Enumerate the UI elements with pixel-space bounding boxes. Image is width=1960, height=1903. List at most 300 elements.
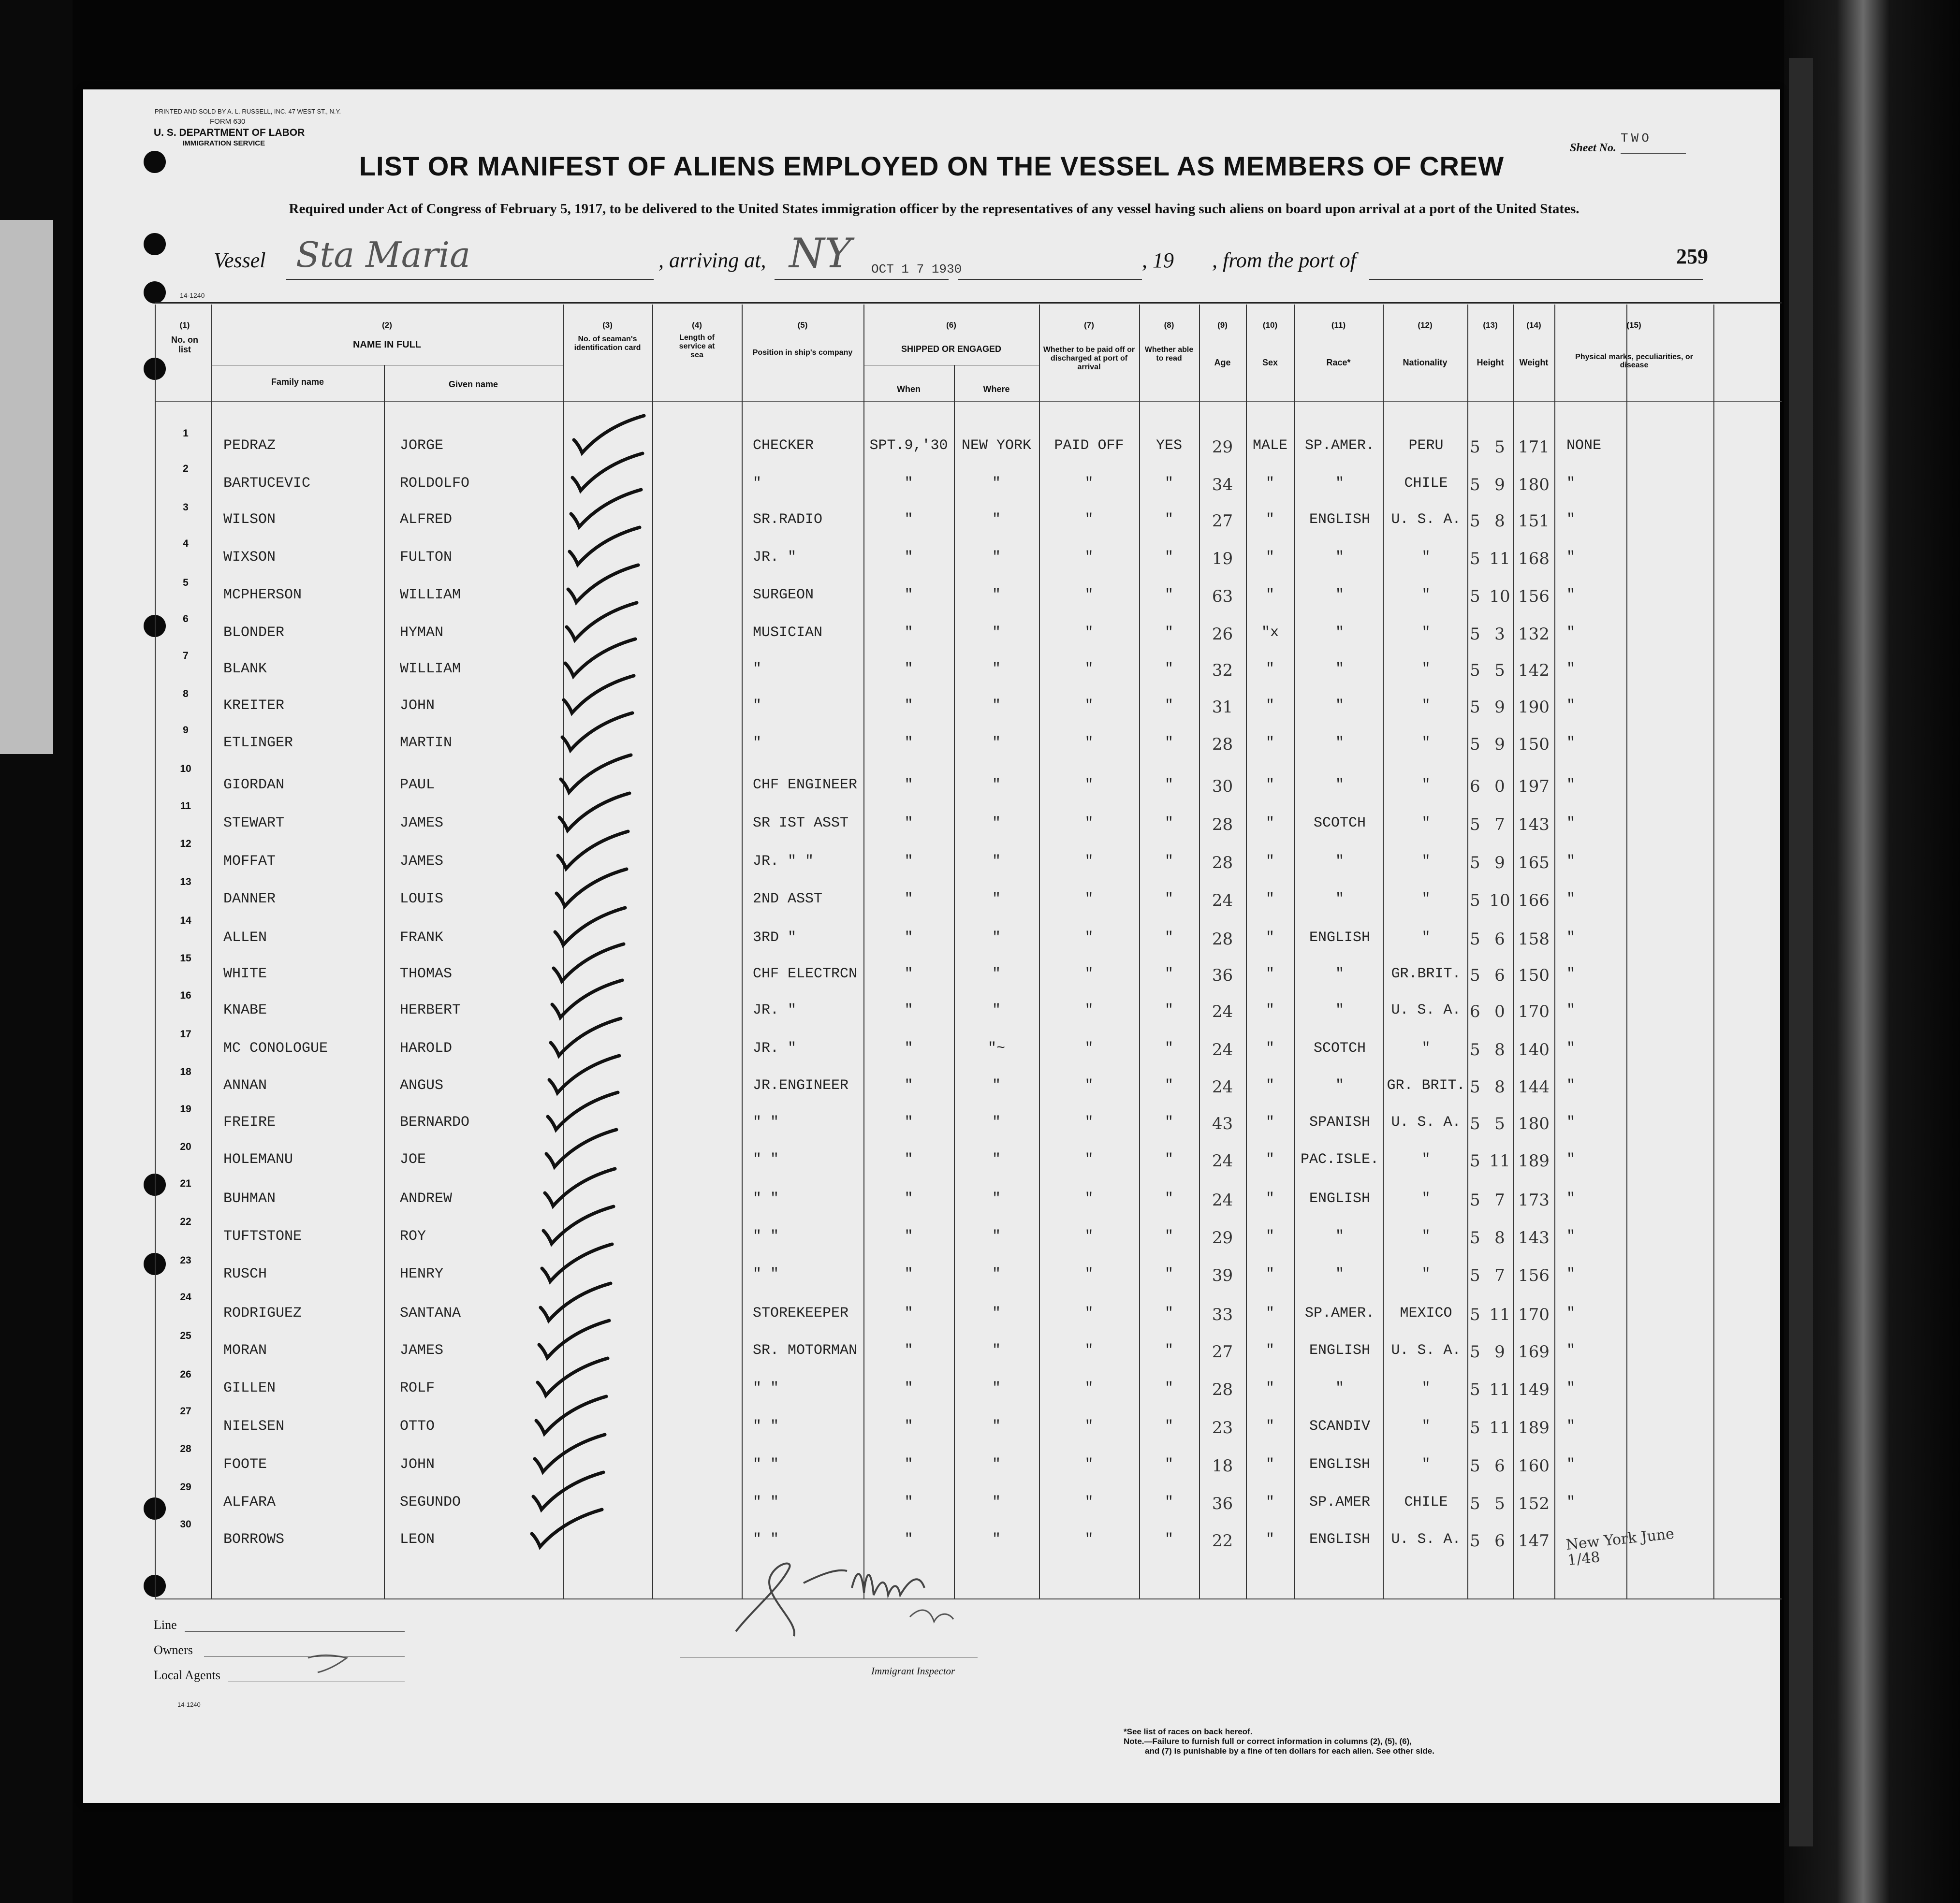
cell-age: 36 [1212,966,1233,985]
cell-nationality: U. S. A. [1391,1342,1461,1359]
cell-when: " [904,1002,913,1018]
cell-nationality: " [1421,815,1431,831]
cell-ft: 5 [1470,549,1480,568]
cell-family: WILSON [223,511,276,528]
cell-weight: 166 [1518,891,1550,910]
cell-read: " [1164,1040,1173,1057]
row-number: 11 [180,800,191,812]
cell-marks: " [1566,1305,1576,1322]
row-number: 18 [180,1066,191,1077]
cell-nationality: " [1421,587,1431,603]
cell-marks: New York June 1/48 [1565,1525,1675,1569]
cell-family: MCPHERSON [223,587,302,603]
cell-paid: " [1084,1077,1094,1094]
cell-position: STOREKEEPER [753,1305,849,1322]
cell-weight: 158 [1518,930,1550,949]
line-label: Line [154,1618,177,1632]
cell-when: " [904,966,913,982]
cell-nationality: " [1421,1191,1431,1207]
cell-sex: " [1265,1114,1274,1131]
cell-ft: 5 [1470,437,1480,457]
row-number: 27 [180,1406,191,1417]
cell-race: " [1335,777,1344,793]
cell-nationality: " [1421,549,1431,566]
cell-inch: 11 [1489,1380,1510,1399]
column-rule [1467,305,1468,1598]
cell-inch: 6 [1494,966,1505,985]
cell-where: " [992,1380,1001,1396]
local-agents-label: Local Agents [154,1668,220,1682]
cell-race: " [1335,1380,1344,1396]
cell-family: BARTUCEVIC [223,475,311,492]
cell-where: " [992,853,1001,870]
cell-given: WILLIAM [400,587,461,603]
cell-age: 28 [1212,815,1233,834]
cell-paid: " [1084,1380,1094,1396]
cell-weight: 147 [1518,1531,1550,1551]
cell-marks: " [1566,625,1576,641]
column-rule [863,305,864,1598]
cell-given: JORGE [400,437,444,454]
cell-weight: 170 [1518,1305,1550,1324]
where-header: Where [983,384,1010,394]
cell-family: ANNAN [223,1077,267,1094]
owners-underline [204,1656,405,1657]
cell-race: SP.AMER. [1304,1305,1375,1322]
cell-inch: 9 [1494,1342,1505,1362]
cell-nationality: MEXICO [1400,1305,1452,1322]
cell-given: FRANK [400,930,444,946]
row-number: 23 [180,1255,191,1266]
cell-where: " [992,735,1001,751]
column-rule [1554,305,1555,1598]
cell-given: SEGUNDO [400,1494,461,1511]
row-number: 21 [180,1178,191,1189]
cell-when: " [904,1531,913,1548]
cell-weight: 143 [1518,815,1550,834]
cell-given: ANDREW [400,1191,453,1207]
cell-paid: " [1084,1418,1094,1435]
cell-family: RODRIGUEZ [223,1305,302,1322]
cell-marks: " [1566,549,1576,566]
col-5-number: (5) [797,320,808,330]
inspector-label: Immigrant Inspector [871,1665,955,1677]
cell-age: 24 [1212,891,1233,910]
cell-nationality: U. S. A. [1391,1114,1461,1131]
cell-marks: " [1566,1114,1576,1131]
cell-sex: " [1265,1191,1274,1207]
cell-read: " [1164,1342,1173,1359]
col-10-label: Sex [1262,358,1278,367]
cell-family: MOFFAT [223,853,276,870]
cell-inch: 7 [1494,1266,1505,1285]
cell-marks: " [1566,1456,1576,1473]
cell-inch: 5 [1494,437,1505,457]
col-11-number: (11) [1331,320,1346,330]
cell-paid: " [1084,853,1094,870]
cell-when: " [904,511,913,528]
footnote [1124,1727,1434,1756]
cell-given: WILLIAM [400,661,461,677]
cell-inch: 7 [1494,1191,1505,1210]
cell-age: 28 [1212,930,1233,949]
cell-read: " [1164,1494,1173,1511]
col-13-number: (13) [1483,320,1498,330]
cell-race: SCOTCH [1313,1040,1366,1057]
cell-sex: " [1265,1380,1274,1396]
cell-where: " [992,1456,1001,1473]
cell-ft: 5 [1470,1380,1480,1399]
col-10-number: (10) [1262,320,1278,330]
cell-sex: MALE [1252,437,1287,454]
cell-position: CHECKER [753,437,814,454]
cell-nationality: " [1421,1040,1431,1057]
col-2-number: (2) [382,320,392,330]
cell-marks: " [1566,1266,1576,1282]
cell-when: " [904,1228,913,1245]
cell-ft: 5 [1470,1114,1480,1133]
cell-family: RUSCH [223,1266,267,1282]
binder-hole [144,281,166,304]
row-number: 29 [180,1482,191,1493]
row-number: 8 [183,688,189,699]
cell-sex: " [1265,1494,1274,1511]
cell-weight: 156 [1518,587,1550,606]
cell-sex: " [1265,891,1274,907]
arrival-date-stamp: OCT 1 7 1930 [871,262,962,276]
check-mark-icon [554,753,636,796]
cell-weight: 150 [1518,966,1550,985]
cell-family: KNABE [223,1002,267,1018]
date-underline [958,279,1142,280]
cell-ft: 5 [1470,1305,1480,1324]
column-rule [384,365,385,1598]
cell-where: " [992,475,1001,492]
col-8-label: Whether able to read [1144,346,1194,363]
row-number: 26 [180,1369,191,1380]
cell-when: " [904,1418,913,1435]
cell-read: " [1164,930,1173,946]
cell-given: JAMES [400,853,444,870]
cell-paid: " [1084,1342,1094,1359]
cell-weight: 151 [1518,511,1550,531]
cell-marks: " [1566,697,1576,714]
cell-position: MUSICIAN [753,625,823,641]
row-number: 22 [180,1216,191,1227]
cell-nationality: CHILE [1404,1494,1448,1511]
cell-age: 18 [1212,1456,1233,1476]
column-rule [1294,305,1295,1598]
cell-ft: 5 [1470,1040,1480,1060]
cell-paid: " [1084,1114,1094,1131]
cell-position: JR.ENGINEER [753,1077,849,1094]
given-name-header: Given name [448,379,498,389]
cell-weight: 190 [1518,697,1550,717]
form-code-top: 14-1240 [180,291,205,299]
cell-marks: " [1566,661,1576,677]
cell-sex: " [1265,511,1274,528]
year-prefix: , 19 [1142,248,1174,272]
cell-sex: " [1265,1531,1274,1548]
cell-read: " [1164,1266,1173,1282]
cell-paid: " [1084,549,1094,566]
cell-inch: 10 [1489,891,1510,910]
cell-race: " [1335,587,1344,603]
cell-marks: " [1566,511,1576,528]
cell-weight: 168 [1518,549,1550,568]
cell-age: 24 [1212,1191,1233,1210]
page-number: 259 [1676,245,1708,268]
cell-weight: 180 [1518,1114,1550,1133]
column-rule [742,305,743,1598]
cell-when: " [904,1151,913,1168]
cell-weight: 156 [1518,1266,1550,1285]
cell-marks: " [1566,1494,1576,1511]
cell-when: " [904,475,913,492]
cell-given: JOHN [400,1456,435,1473]
check-mark-icon [555,711,637,754]
cell-race: " [1335,625,1344,641]
cell-inch: 6 [1494,930,1505,949]
cell-given: SANTANA [400,1305,461,1322]
cell-when: " [904,1305,913,1322]
arriving-underline [775,279,949,280]
cell-position: " [753,661,762,677]
cell-nationality: U. S. A. [1391,511,1461,528]
cell-paid: " [1084,891,1094,907]
cell-when: SPT.9,'30 [869,437,948,454]
cell-inch: 8 [1494,1040,1505,1060]
cell-ft: 5 [1470,661,1480,680]
cell-position: " " [753,1151,779,1168]
cell-race: ENGLISH [1309,930,1371,946]
cell-race: SP.AMER [1309,1494,1371,1511]
cell-where: " [992,1151,1001,1168]
cell-when: " [904,815,913,831]
cell-paid: " [1084,1002,1094,1018]
cell-when: " [904,1494,913,1511]
cell-sex: " [1265,966,1274,982]
cell-paid: " [1084,625,1094,641]
cell-ft: 6 [1470,777,1480,796]
col-11-label: Race* [1326,358,1351,367]
cell-when: " [904,1456,913,1473]
cell-when: " [904,1342,913,1359]
col-14-number: (14) [1526,320,1541,330]
cell-inch: 8 [1494,1077,1505,1097]
cell-paid: " [1084,697,1094,714]
cell-read: " [1164,891,1173,907]
cell-marks: " [1566,1342,1576,1359]
when-header: When [897,384,921,394]
cell-age: 28 [1212,1380,1233,1399]
cell-age: 19 [1212,549,1233,568]
cell-family: PEDRAZ [223,437,276,454]
cell-inch: 5 [1494,1494,1505,1513]
form-code-bottom: 14-1240 [177,1701,201,1708]
cell-nationality: GR.BRIT. [1391,966,1461,982]
row-number: 3 [183,502,189,513]
cell-sex: " [1265,697,1274,714]
cell-ft: 5 [1470,697,1480,717]
cell-when: " [904,930,913,946]
cell-ft: 5 [1470,1342,1480,1362]
cell-position: SURGEON [753,587,814,603]
cell-inch: 11 [1489,1151,1510,1171]
cell-weight: 160 [1518,1456,1550,1476]
cell-inch: 9 [1494,697,1505,717]
cell-read: " [1164,625,1173,641]
check-mark-icon [536,1204,618,1248]
cell-when: " [904,1114,913,1131]
cell-inch: 6 [1494,1531,1505,1551]
cell-given: JOE [400,1151,426,1168]
row-number: 6 [183,613,189,625]
cell-read: " [1164,475,1173,492]
cell-ft: 5 [1470,735,1480,754]
cell-where: " [992,1114,1001,1131]
cell-nationality: PERU [1408,437,1444,454]
cell-ft: 5 [1470,1494,1480,1513]
col-1-number: (1) [179,320,190,330]
cell-race: ENGLISH [1309,1531,1371,1548]
cell-weight: 189 [1518,1418,1550,1438]
cell-race: " [1335,475,1344,492]
owners-label: Owners [154,1643,193,1657]
check-mark-icon [561,563,643,606]
manifest-sheet [83,89,1780,1803]
cell-position: SR. MOTORMAN [753,1342,858,1359]
cell-read: " [1164,1191,1173,1207]
cell-marks: " [1566,1228,1576,1245]
cell-ft: 5 [1470,1266,1480,1285]
cell-race: " [1335,549,1344,566]
cell-sex: " [1265,1002,1274,1018]
from-port-underline [1369,279,1703,280]
cell-where: " [992,815,1001,831]
cell-paid: " [1084,1305,1094,1322]
cell-race: ENGLISH [1309,1342,1371,1359]
cell-age: 22 [1212,1531,1233,1551]
cell-paid: " [1084,966,1094,982]
cell-family: FOOTE [223,1456,267,1473]
cell-sex: " [1265,1342,1274,1359]
cell-marks: " [1566,587,1576,603]
check-mark-icon [567,413,649,457]
cell-read: " [1164,549,1173,566]
col-12-label: Nationality [1403,358,1448,367]
cell-inch: 3 [1494,625,1505,644]
cell-paid: " [1084,587,1094,603]
cell-given: JOHN [400,697,435,714]
cell-age: 34 [1212,475,1233,494]
check-mark-icon [552,791,634,834]
cell-ft: 5 [1470,475,1480,494]
cell-weight: 171 [1518,437,1550,457]
cell-position: 2ND ASST [753,891,823,907]
cell-read: " [1164,1151,1173,1168]
cell-ft: 5 [1470,587,1480,606]
cell-age: 63 [1212,587,1233,606]
check-mark-icon [532,1318,614,1362]
cell-read: " [1164,511,1173,528]
document-subtitle: Required under Act of Congress of February 5, 1917, to be delivered to the United States immigration officer by the representatives of any vessel having such aliens on board upon arrival at a port of the United States. [289,201,1580,217]
cell-paid: " [1084,815,1094,831]
cell-paid: " [1084,930,1094,946]
cell-marks: " [1566,1418,1576,1435]
cell-given: ANGUS [400,1077,444,1094]
col-4-number: (4) [692,320,702,330]
cell-read: " [1164,1418,1173,1435]
cell-nationality: " [1421,625,1431,641]
cell-family: STEWART [223,815,285,831]
cell-where: "~ [987,1040,1005,1057]
cell-paid: " [1084,661,1094,677]
cell-race: ENGLISH [1309,511,1371,528]
col-3-number: (3) [602,320,613,330]
cell-sex: " [1265,587,1274,603]
cell-age: 32 [1212,661,1233,680]
cell-nationality: CHILE [1404,475,1448,492]
row-number: 15 [180,953,191,964]
cell-read: " [1164,853,1173,870]
scan-tab [0,220,53,754]
cell-paid: " [1084,511,1094,528]
cell-ft: 5 [1470,1191,1480,1210]
col-9-label: Age [1214,358,1231,367]
cell-family: MORAN [223,1342,267,1359]
cell-race: " [1335,1266,1344,1282]
col-15-number: (15) [1626,320,1641,330]
cell-given: PAUL [400,777,435,793]
column-rule [1246,305,1247,1598]
cell-race: " [1335,735,1344,751]
cell-given: JAMES [400,815,444,831]
cell-weight: 170 [1518,1002,1550,1021]
printer-credit: PRINTED AND SOLD BY A. L. RUSSELL, INC. 47 WEST ST., N.Y. [155,108,341,115]
check-mark-icon [538,1166,620,1210]
cell-where: NEW YORK [961,437,1032,454]
check-mark-icon [539,1127,621,1171]
cell-nationality: " [1421,697,1431,714]
check-mark-icon [551,829,633,872]
cell-family: GILLEN [223,1380,276,1396]
vessel-underline [286,279,654,280]
cell-given: ROLDOLFO [400,475,470,492]
cell-position: " [753,735,762,751]
check-mark-icon [549,867,631,910]
cell-marks: " [1566,930,1576,946]
family-name-header: Family name [271,377,324,387]
cell-when: " [904,1191,913,1207]
cell-inch: 8 [1494,511,1505,531]
cell-sex: " [1265,549,1274,566]
row-number: 4 [183,538,189,549]
col-6-label: SHIPPED OR ENGAGED [901,344,1002,354]
cell-given: HENRY [400,1266,444,1282]
cell-ft: 5 [1470,930,1480,949]
cell-given: ALFRED [400,511,453,528]
cell-marks: " [1566,1151,1576,1168]
agent-initials [303,1648,361,1677]
cell-weight: 173 [1518,1191,1550,1210]
cell-when: " [904,1266,913,1282]
cell-ft: 5 [1470,1531,1480,1551]
cell-weight: 165 [1518,853,1550,872]
cell-sex: " [1265,853,1274,870]
cell-read: " [1164,1456,1173,1473]
cell-where: " [992,966,1001,982]
